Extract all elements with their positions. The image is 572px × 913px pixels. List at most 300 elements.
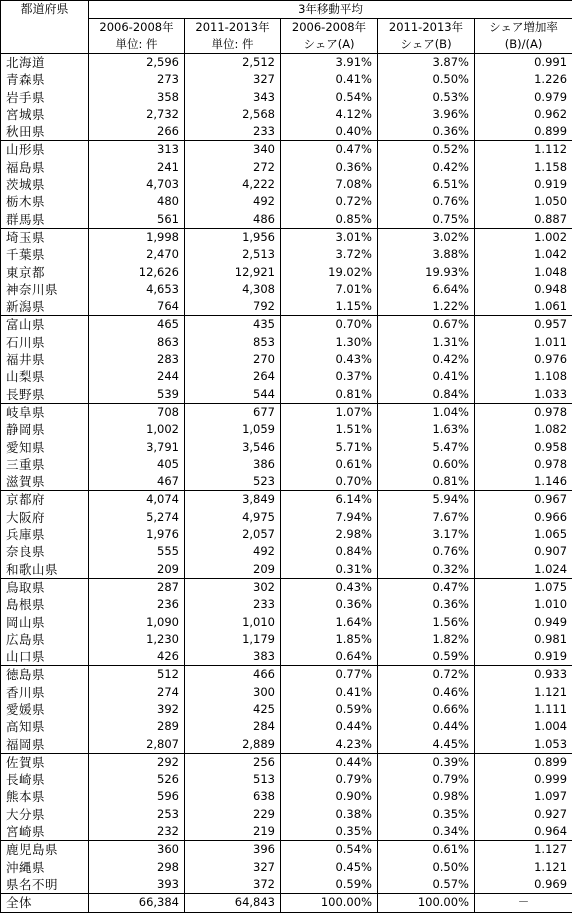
count-2011: 4,222 [185,176,281,193]
share-a: 0.44% [281,718,378,735]
share-ratio: 0.978 [475,403,572,421]
share-b: 3.02% [378,228,475,246]
share-a: 0.41% [281,71,378,88]
table-row [1,718,572,735]
share-ratio: 0.957 [475,316,572,334]
prefecture-name: 鳥取県 [1,578,89,596]
share-b: 5.94% [378,491,475,509]
count-2006: 2,807 [89,736,185,754]
prefecture-name: 兵庫県 [1,526,89,543]
share-b: 19.93% [378,264,475,281]
table-footer [1,894,572,912]
share-ratio: 1.226 [475,71,572,88]
share-ratio: 0.927 [475,806,572,823]
count-2006: 298 [89,859,185,876]
prefecture-name: 京都府 [1,491,89,509]
share-a: 0.84% [281,543,378,560]
table-row [1,246,572,263]
total-label: 全体 [1,894,89,912]
prefecture-name: 広島県 [1,631,89,648]
count-2006: 1,976 [89,526,185,543]
share-a: 3.72% [281,246,378,263]
share-ratio: 0.948 [475,281,572,298]
table-row [1,159,572,176]
count-2011: 486 [185,211,281,229]
table-row [1,316,572,334]
prefecture-name: 山口県 [1,648,89,666]
share-a: 0.64% [281,648,378,666]
share-b: 0.53% [378,89,475,106]
share-b: 0.42% [378,351,475,368]
count-2006: 274 [89,684,185,701]
share-b: 0.34% [378,823,475,841]
share-a: 7.08% [281,176,378,193]
share-ratio: 0.969 [475,876,572,894]
table-row [1,788,572,805]
count-2006: 2,470 [89,246,185,263]
count-2011: 396 [185,841,281,859]
count-2011: 229 [185,806,281,823]
share-b: 0.41% [378,368,475,385]
table-row [1,806,572,823]
share-b: 3.88% [378,246,475,263]
count-2006: 863 [89,334,185,351]
prefecture-name: 茨城県 [1,176,89,193]
share-ratio: 1.061 [475,298,572,316]
count-2006: 555 [89,543,185,560]
total-count-2006: 66,384 [89,894,185,912]
share-b: 1.04% [378,403,475,421]
prefecture-name: 福井県 [1,351,89,368]
header-moving-average: 3年移動平均 [89,1,572,19]
share-ratio: 1.010 [475,596,572,613]
share-ratio: 0.899 [475,123,572,141]
share-a: 0.90% [281,788,378,805]
count-2011: 270 [185,351,281,368]
count-2011: 383 [185,648,281,666]
prefecture-name: 大阪府 [1,509,89,526]
table-row [1,54,572,72]
table-row [1,526,572,543]
header-prefecture: 都道府県 [1,1,89,54]
share-b: 6.64% [378,281,475,298]
count-2011: 302 [185,578,281,596]
share-ratio: 1.011 [475,334,572,351]
prefecture-name: 山梨県 [1,368,89,385]
share-a: 0.72% [281,193,378,210]
share-ratio: 0.933 [475,666,572,684]
count-2011: 1,059 [185,421,281,438]
share-b: 0.79% [378,771,475,788]
share-a: 0.37% [281,368,378,385]
table-row [1,543,572,560]
count-2006: 708 [89,403,185,421]
share-b: 3.17% [378,526,475,543]
share-ratio: 1.033 [475,386,572,404]
share-b: 1.31% [378,334,475,351]
count-2006: 360 [89,841,185,859]
count-2011: 300 [185,684,281,701]
share-ratio: 1.002 [475,228,572,246]
prefecture-name: 埼玉県 [1,228,89,246]
share-ratio: 0.976 [475,351,572,368]
share-a: 0.40% [281,123,378,141]
share-b: 4.45% [378,736,475,754]
table-row [1,368,572,385]
prefecture-name: 沖縄県 [1,859,89,876]
share-a: 3.01% [281,228,378,246]
header-share-growth: シェア増加率 [475,19,572,37]
share-ratio: 1.111 [475,701,572,718]
share-ratio: 1.050 [475,193,572,210]
table-row [1,823,572,841]
share-b: 1.22% [378,298,475,316]
prefecture-name: 秋田県 [1,123,89,141]
count-2011: 2,512 [185,54,281,72]
share-ratio: 0.919 [475,648,572,666]
share-ratio: 0.887 [475,211,572,229]
share-a: 1.07% [281,403,378,421]
count-2011: 372 [185,876,281,894]
count-2006: 283 [89,351,185,368]
prefecture-name: 岡山県 [1,614,89,631]
table-row [1,841,572,859]
count-2006: 1,998 [89,228,185,246]
table-row [1,596,572,613]
share-b: 6.51% [378,176,475,193]
prefecture-name: 熊本県 [1,788,89,805]
count-2006: 1,230 [89,631,185,648]
count-2006: 512 [89,666,185,684]
count-2011: 2,513 [185,246,281,263]
count-2006: 273 [89,71,185,88]
header-count-2011: 2011-2013年 [185,19,281,37]
count-2011: 264 [185,368,281,385]
count-2006: 253 [89,806,185,823]
share-a: 1.64% [281,614,378,631]
count-2006: 426 [89,648,185,666]
count-2006: 465 [89,316,185,334]
count-2011: 219 [185,823,281,841]
count-2006: 1,002 [89,421,185,438]
count-2006: 5,274 [89,509,185,526]
share-a: 6.14% [281,491,378,509]
share-b: 0.44% [378,718,475,735]
total-row [1,894,572,912]
header-ratio-ba: (B)/(A) [475,36,572,54]
share-b: 0.46% [378,684,475,701]
table-row [1,89,572,106]
share-b: 1.82% [378,631,475,648]
total-share-a: 100.00% [281,894,378,912]
count-2006: 392 [89,701,185,718]
share-a: 0.70% [281,473,378,491]
share-ratio: 1.048 [475,264,572,281]
share-b: 0.81% [378,473,475,491]
prefecture-name: 香川県 [1,684,89,701]
count-2011: 544 [185,386,281,404]
share-ratio: 1.146 [475,473,572,491]
share-a: 0.85% [281,211,378,229]
count-2006: 3,791 [89,439,185,456]
count-2006: 393 [89,876,185,894]
share-a: 1.30% [281,334,378,351]
share-a: 0.79% [281,771,378,788]
share-ratio: 0.949 [475,614,572,631]
share-ratio: 0.981 [475,631,572,648]
share-ratio: 0.964 [475,823,572,841]
table-row [1,176,572,193]
share-b: 0.98% [378,788,475,805]
share-b: 0.32% [378,561,475,579]
share-a: 0.81% [281,386,378,404]
count-2006: 2,596 [89,54,185,72]
table-row [1,264,572,281]
share-a: 1.85% [281,631,378,648]
count-2011: 677 [185,403,281,421]
count-2006: 539 [89,386,185,404]
count-2006: 292 [89,753,185,771]
count-2006: 1,090 [89,614,185,631]
share-ratio: 0.979 [475,89,572,106]
prefecture-name: 静岡県 [1,421,89,438]
share-ratio: 0.966 [475,509,572,526]
count-2011: 3,546 [185,439,281,456]
share-ratio: 0.899 [475,753,572,771]
share-a: 0.44% [281,753,378,771]
share-a: 0.54% [281,841,378,859]
share-b: 0.76% [378,543,475,560]
prefecture-name: 群馬県 [1,211,89,229]
count-2011: 284 [185,718,281,735]
prefecture-name: 大分県 [1,806,89,823]
count-2011: 272 [185,159,281,176]
prefecture-name: 長崎県 [1,771,89,788]
share-a: 2.98% [281,526,378,543]
share-ratio: 0.978 [475,456,572,473]
prefecture-name: 長野県 [1,386,89,404]
count-2006: 241 [89,159,185,176]
prefecture-name: 千葉県 [1,246,89,263]
count-2006: 313 [89,141,185,159]
share-ratio: 0.907 [475,543,572,560]
count-2011: 340 [185,141,281,159]
share-b: 3.87% [378,54,475,72]
count-2011: 327 [185,71,281,88]
share-b: 0.36% [378,596,475,613]
share-a: 4.23% [281,736,378,754]
prefecture-name: 新潟県 [1,298,89,316]
share-ratio: 1.065 [475,526,572,543]
table-row [1,351,572,368]
count-2006: 2,732 [89,106,185,123]
prefecture-name: 石川県 [1,334,89,351]
prefecture-name: 徳島県 [1,666,89,684]
share-a: 0.45% [281,859,378,876]
share-b: 1.63% [378,421,475,438]
share-a: 1.51% [281,421,378,438]
share-b: 1.56% [378,614,475,631]
table-row [1,71,572,88]
count-2006: 526 [89,771,185,788]
share-ratio: 1.121 [475,684,572,701]
table-row [1,491,572,509]
table-row [1,456,572,473]
table-row [1,666,572,684]
count-2011: 513 [185,771,281,788]
share-b: 5.47% [378,439,475,456]
prefecture-name: 和歌山県 [1,561,89,579]
count-2011: 4,308 [185,281,281,298]
count-2006: 209 [89,561,185,579]
share-ratio: 0.991 [475,54,572,72]
count-2006: 596 [89,788,185,805]
total-count-2011: 64,843 [185,894,281,912]
count-2011: 425 [185,701,281,718]
table-row [1,509,572,526]
count-2011: 492 [185,193,281,210]
prefecture-name: 福島県 [1,159,89,176]
share-b: 0.66% [378,701,475,718]
count-2011: 2,889 [185,736,281,754]
share-ratio: 0.919 [475,176,572,193]
table-row [1,473,572,491]
prefecture-name: 愛知県 [1,439,89,456]
prefecture-name: 東京都 [1,264,89,281]
count-2011: 3,849 [185,491,281,509]
share-ratio: 1.097 [475,788,572,805]
count-2011: 233 [185,596,281,613]
share-a: 0.35% [281,823,378,841]
share-b: 0.67% [378,316,475,334]
table-row [1,614,572,631]
prefecture-name: 栃木県 [1,193,89,210]
prefecture-name: 神奈川県 [1,281,89,298]
header-share-a: シェア(A) [281,36,378,54]
count-2006: 244 [89,368,185,385]
share-ratio: 1.024 [475,561,572,579]
share-a: 7.01% [281,281,378,298]
share-ratio: 0.967 [475,491,572,509]
count-2011: 1,179 [185,631,281,648]
share-b: 0.76% [378,193,475,210]
count-2006: 4,703 [89,176,185,193]
count-2011: 233 [185,123,281,141]
table-header [1,1,572,54]
share-a: 0.59% [281,876,378,894]
count-2011: 523 [185,473,281,491]
share-b: 0.59% [378,648,475,666]
share-b: 0.42% [378,159,475,176]
share-b: 0.57% [378,876,475,894]
count-2006: 232 [89,823,185,841]
share-ratio: 1.112 [475,141,572,159]
prefecture-name: 三重県 [1,456,89,473]
share-b: 0.35% [378,806,475,823]
table-row [1,123,572,141]
prefecture-name: 宮城県 [1,106,89,123]
share-a: 5.71% [281,439,378,456]
table-row [1,578,572,596]
count-2006: 467 [89,473,185,491]
prefecture-name: 滋賀県 [1,473,89,491]
share-a: 0.38% [281,806,378,823]
table-row [1,701,572,718]
count-2011: 256 [185,753,281,771]
count-2011: 638 [185,788,281,805]
prefecture-name: 宮崎県 [1,823,89,841]
share-a: 0.36% [281,596,378,613]
prefecture-name: 高知県 [1,718,89,735]
count-2011: 343 [185,89,281,106]
count-2011: 853 [185,334,281,351]
share-b: 0.75% [378,211,475,229]
header-unit-2011: 単位: 件 [185,36,281,54]
table-row [1,141,572,159]
share-b: 0.39% [378,753,475,771]
count-2006: 236 [89,596,185,613]
count-2011: 12,921 [185,264,281,281]
share-a: 0.59% [281,701,378,718]
share-ratio: 0.962 [475,106,572,123]
prefecture-name: 鹿児島県 [1,841,89,859]
share-a: 3.91% [281,54,378,72]
count-2006: 4,074 [89,491,185,509]
count-2006: 764 [89,298,185,316]
share-b: 0.50% [378,859,475,876]
share-a: 0.61% [281,456,378,473]
count-2011: 1,956 [185,228,281,246]
share-b: 0.36% [378,123,475,141]
prefecture-name: 福岡県 [1,736,89,754]
share-a: 0.36% [281,159,378,176]
count-2011: 466 [185,666,281,684]
share-b: 0.72% [378,666,475,684]
prefecture-name: 奈良県 [1,543,89,560]
header-share-2006: 2006-2008年 [281,19,378,37]
count-2011: 435 [185,316,281,334]
total-ratio: － [475,894,572,912]
prefecture-name: 佐賀県 [1,753,89,771]
count-2006: 561 [89,211,185,229]
table-row [1,753,572,771]
share-b: 0.52% [378,141,475,159]
count-2006: 289 [89,718,185,735]
total-share-b: 100.00% [378,894,475,912]
table-row [1,736,572,754]
prefecture-name: 岩手県 [1,89,89,106]
table-row [1,439,572,456]
table-row [1,386,572,404]
table-row [1,771,572,788]
prefecture-name: 山形県 [1,141,89,159]
share-a: 7.94% [281,509,378,526]
header-unit-2006: 単位: 件 [89,36,185,54]
share-a: 0.41% [281,684,378,701]
count-2006: 358 [89,89,185,106]
table-row [1,334,572,351]
share-a: 4.12% [281,106,378,123]
share-ratio: 1.042 [475,246,572,263]
share-b: 0.61% [378,841,475,859]
share-b: 7.67% [378,509,475,526]
count-2011: 1,010 [185,614,281,631]
share-a: 0.77% [281,666,378,684]
count-2006: 266 [89,123,185,141]
table-row [1,403,572,421]
table-row [1,211,572,229]
share-ratio: 1.004 [475,718,572,735]
